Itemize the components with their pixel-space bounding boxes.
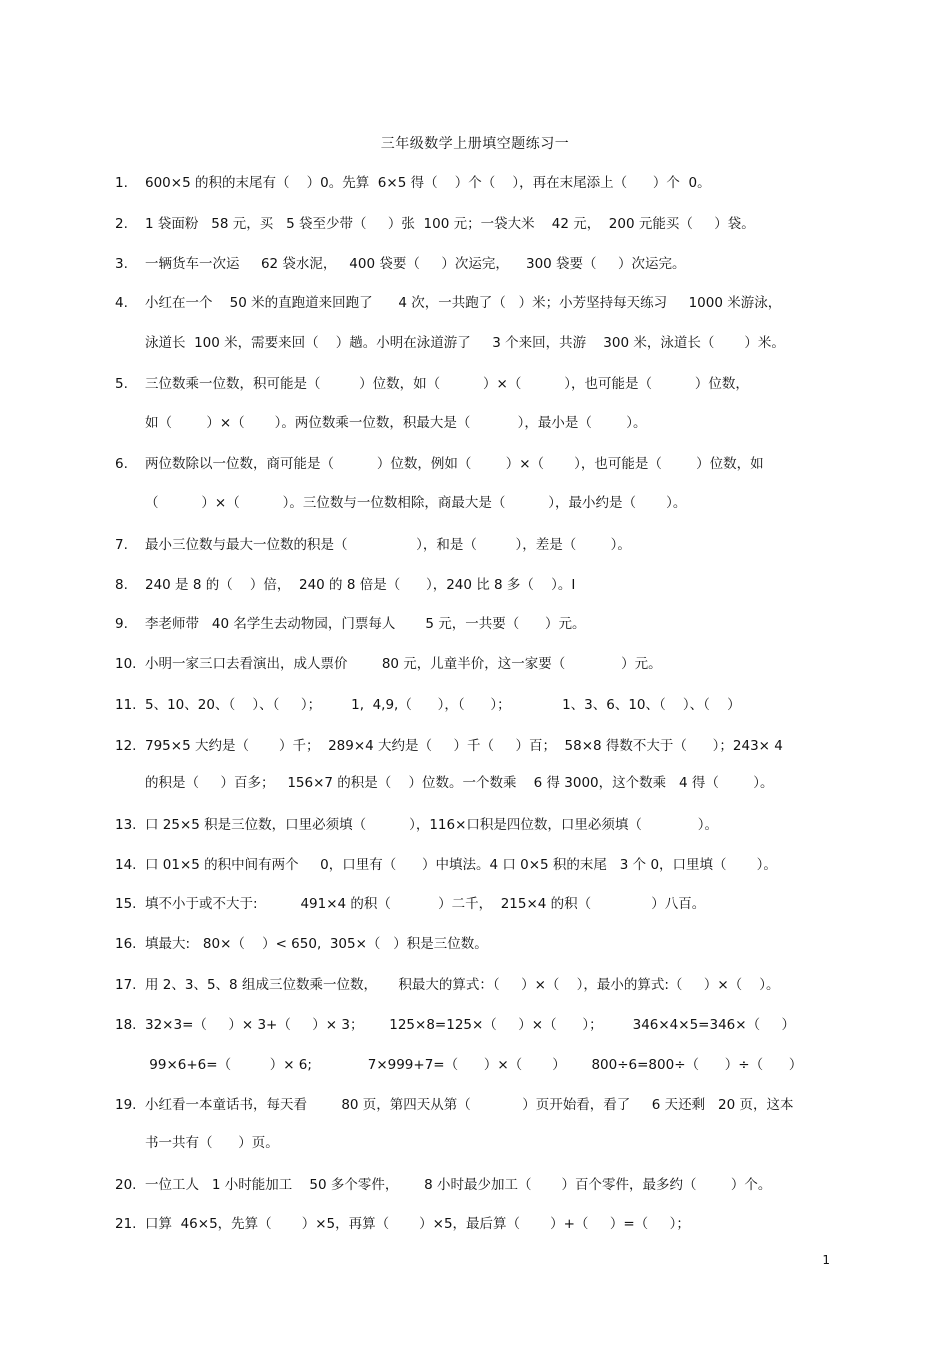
question-number: 14. — [115, 857, 137, 873]
question-text-line: 两位数除以一位数，商可能是（ ）位数，例如（ ）×（ ），也可能是（ ）位数，如 — [145, 456, 764, 472]
question-text-line: 795×5 大约是（ ）千； 289×4 大约是（ ）千（ ）百； 58×8 得数不大于（ ）；243× 4 — [145, 738, 783, 754]
question-text-line: 用 2、3、5、8 组成三位数乘一位数， 积最大的算式：（ ）×（ ），最小的算式:（ ）×（ ）。 — [145, 977, 780, 993]
question-text-line: 泳道长 100 米，需要来回（ ）趟。小明在泳道游了 3 个来回，共游 300 米，泳道长（ ）米。 — [145, 335, 785, 351]
question-number: 7. — [115, 537, 128, 553]
question-text-line: 书一共有（ ）页。 — [145, 1135, 279, 1151]
question-number: 3. — [115, 256, 128, 272]
question-number: 10. — [115, 656, 137, 672]
question-number: 9. — [115, 616, 128, 632]
question-number: 2. — [115, 216, 128, 232]
question-text-line: 小明一家三口去看演出，成人票价 80 元，儿童半价，这一家要（ ）元。 — [145, 656, 662, 672]
question-number: 8. — [115, 577, 128, 593]
question-text-line: 5、10、20、（ ）、（ ）； 1, 4,9,（ ），（ ）； 1、3、6、10、（ ）、（ ） — [145, 697, 741, 713]
question-text-line: 填不小于或不大于: 491×4 的积（ ）二千， 215×4 的积（ ）八百。 — [145, 896, 706, 912]
question-number: 18. — [115, 1017, 137, 1033]
question-text-line: 600×5 的积的末尾有（ ）0。先算 6×5 得（ ）个（ ），再在末尾添上（ ）个 0。 — [145, 175, 711, 191]
question-text-line: 32×3=（ ）× 3+（ ）× 3； 125×8=125×（ ）×（ ）； 346×4×5=346×（ ） — [145, 1017, 796, 1033]
question-text-line: 口 25×5 积是三位数，口里必须填（ ），116×口积是四位数，口里必须填（ ）。 — [145, 817, 718, 833]
question-number: 5. — [115, 376, 128, 392]
question-text-line: 小红看一本童话书，每天看 80 页，第四天从第（ ）页开始看，看了 6 天还剩 20 页，这本 — [145, 1097, 794, 1113]
question-number: 16. — [115, 936, 137, 952]
question-number: 21. — [115, 1216, 137, 1232]
question-number: 6. — [115, 456, 128, 472]
question-number: 4. — [115, 295, 128, 311]
question-text-line: （ ）×（ ）。三位数与一位数相除，商最大是（ ），最小约是（ ）。 — [145, 495, 687, 511]
question-text-line: 一位工人 1 小时能加工 50 多个零件， 8 小时最少加工（ ）百个零件，最多约（ ）个。 — [145, 1177, 772, 1193]
question-text-line: 的积是（ ）百多； 156×7 的积是（ ）位数。一个数乘 6 得 3000，这个数乘 4 得（ ）。 — [145, 775, 774, 791]
question-number: 15. — [115, 896, 137, 912]
question-number: 13. — [115, 817, 137, 833]
question-text-line: 三位数乘一位数，积可能是（ ）位数，如（ ）×（ ），也可能是（ ）位数， — [145, 376, 749, 392]
question-text-line: 口 01×5 的积中间有两个 0，口里有（ ）中填法。4 口 0×5 积的末尾 3 个 0，口里填（ ）。 — [145, 857, 777, 873]
question-number: 1. — [115, 175, 128, 191]
question-text-line: 240 是 8 的（ ）倍， 240 的 8 倍是（ ），240 比 8 多（ ）。I — [145, 577, 576, 593]
question-number: 19. — [115, 1097, 137, 1113]
question-text-line: 李老师带 40 名学生去动物园，门票每人 5 元，一共要（ ）元。 — [145, 616, 586, 632]
question-text-line: 如（ ）×（ ）。两位数乘一位数，积最大是（ ），最小是（ ）。 — [145, 415, 647, 431]
question-text-line: 填最大: 80×（ ）< 650, 305×（ ）积是三位数。 — [145, 936, 488, 952]
question-text-line: 1 袋面粉 58 元，买 5 袋至少带（ ）张 100 元；一袋大米 42 元， 200 元能买（ ）袋。 — [145, 216, 755, 232]
question-number: 11. — [115, 697, 137, 713]
page-title: 三年级数学上册填空题练习一 — [380, 136, 570, 152]
question-text-line: 口算 46×5，先算（ ）×5，再算（ ）×5，最后算（ ）+（ ）=（ ）； — [145, 1216, 690, 1232]
question-number: 12. — [115, 738, 137, 754]
page-number: 1 — [822, 1253, 830, 1267]
question-number: 17. — [115, 977, 137, 993]
question-number: 20. — [115, 1177, 137, 1193]
question-text-line: 99×6+6=（ ）× 6; 7×999+7=（ ）×（ ） 800÷6=800÷（ ）÷（ ） — [145, 1057, 803, 1073]
question-text-line: 小红在一个 50 米的直跑道来回跑了 4 次，一共跑了（ ）米；小芳坚持每天练习 1000 米游泳， — [145, 295, 782, 311]
question-text-line: 一辆货车一次运 62 袋水泥， 400 袋要（ ）次运完， 300 袋要（ ）次运完。 — [145, 256, 686, 272]
question-text-line: 最小三位数与最大一位数的积是（ ），和是（ ），差是（ ）。 — [145, 537, 631, 553]
